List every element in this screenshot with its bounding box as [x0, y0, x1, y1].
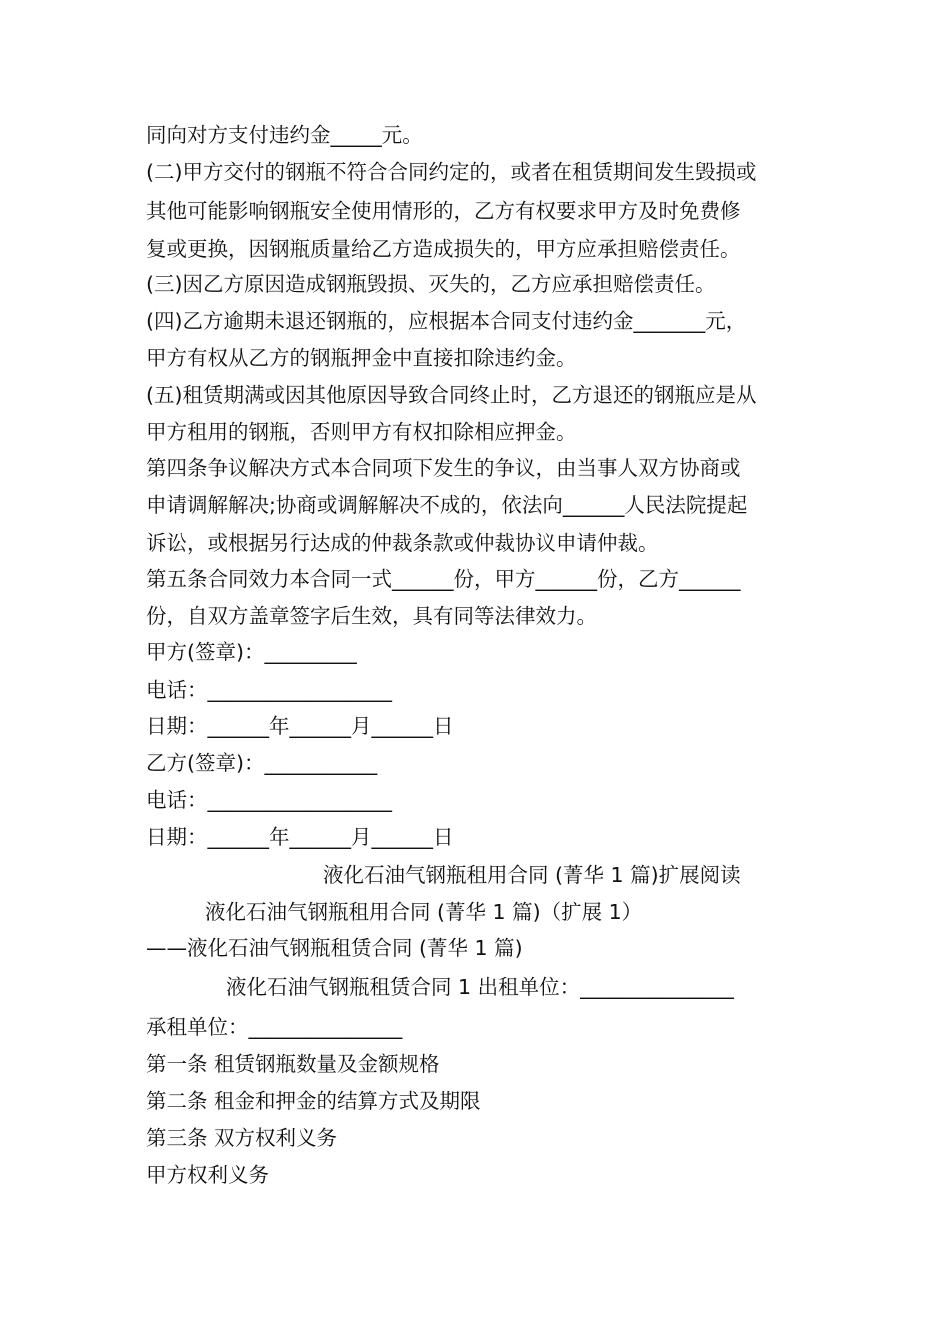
party-b-date: 日期：______年______月______日	[146, 825, 454, 849]
extended-dash-title: ——液化石油气钢瓶租赁合同 (菁华 1 篇)	[146, 936, 523, 960]
contract-line-11: 申请调解解决;协商或调解解决不成的，依法向______人民法院提起	[146, 493, 748, 517]
contract-line-12: 诉讼，或根据另行达成的仲裁条款或仲裁协议申请仲裁。	[146, 531, 659, 555]
contract-line-8: (五)租赁期满或因其他原因导致合同终止时，乙方退还的钢瓶应是从	[146, 383, 757, 407]
article-1: 第一条 租赁钢瓶数量及金额规格	[146, 1052, 440, 1076]
lease-contract-lessor: 液化石油气钢瓶租赁合同 1 出租单位：_______________	[226, 975, 734, 999]
contract-line-13: 第五条合同效力本合同一式______份，甲方______份，乙方______	[146, 567, 741, 591]
article-3: 第三条 双方权利义务	[146, 1126, 338, 1150]
party-a-rights: 甲方权利义务	[146, 1163, 269, 1187]
lessee-unit: 承租单位：_______________	[146, 1015, 403, 1039]
extended-reading-heading: 液化石油气钢瓶租用合同 (菁华 1 篇)扩展阅读	[323, 863, 741, 887]
party-a-signature: 甲方(签章)：_________	[146, 640, 357, 664]
contract-line-10: 第四条争议解决方式本合同项下发生的争议，由当事人双方协商或	[146, 456, 741, 480]
contract-line-4: 复或更换，因钢瓶质量给乙方造成损失的，甲方应承担赔偿责任。	[146, 237, 741, 261]
contract-line-5: (三)因乙方原因造成钢瓶毁损、灭失的，乙方应承担赔偿责任。	[146, 272, 716, 296]
contract-line-3: 其他可能影响钢瓶安全使用情形的，乙方有权要求甲方及时免费修	[146, 199, 741, 223]
party-a-date: 日期：______年______月______日	[146, 714, 454, 738]
contract-line-9: 甲方租用的钢瓶，否则甲方有权扣除相应押金。	[146, 420, 577, 444]
party-b-phone: 电话：__________________	[146, 788, 392, 812]
contract-line-2: (二)甲方交付的钢瓶不符合合同约定的，或者在租赁期间发生毁损或	[146, 160, 757, 184]
extended-subheading: 液化石油气钢瓶租用合同 (菁华 1 篇)（扩展 1）	[205, 900, 643, 924]
contract-line-6: (四)乙方逾期未退还钢瓶的，应根据本合同支付违约金_______元，	[146, 309, 747, 333]
contract-line-7: 甲方有权从乙方的钢瓶押金中直接扣除违约金。	[146, 346, 577, 370]
party-a-phone: 电话：__________________	[146, 678, 392, 702]
article-2: 第二条 租金和押金的结算方式及期限	[146, 1089, 481, 1113]
contract-line-1: 同向对方支付违约金_____元。	[146, 123, 423, 147]
party-b-signature: 乙方(签章)：___________	[146, 751, 378, 775]
contract-line-14: 份，自双方盖章签字后生效，具有同等法律效力。	[146, 604, 597, 628]
